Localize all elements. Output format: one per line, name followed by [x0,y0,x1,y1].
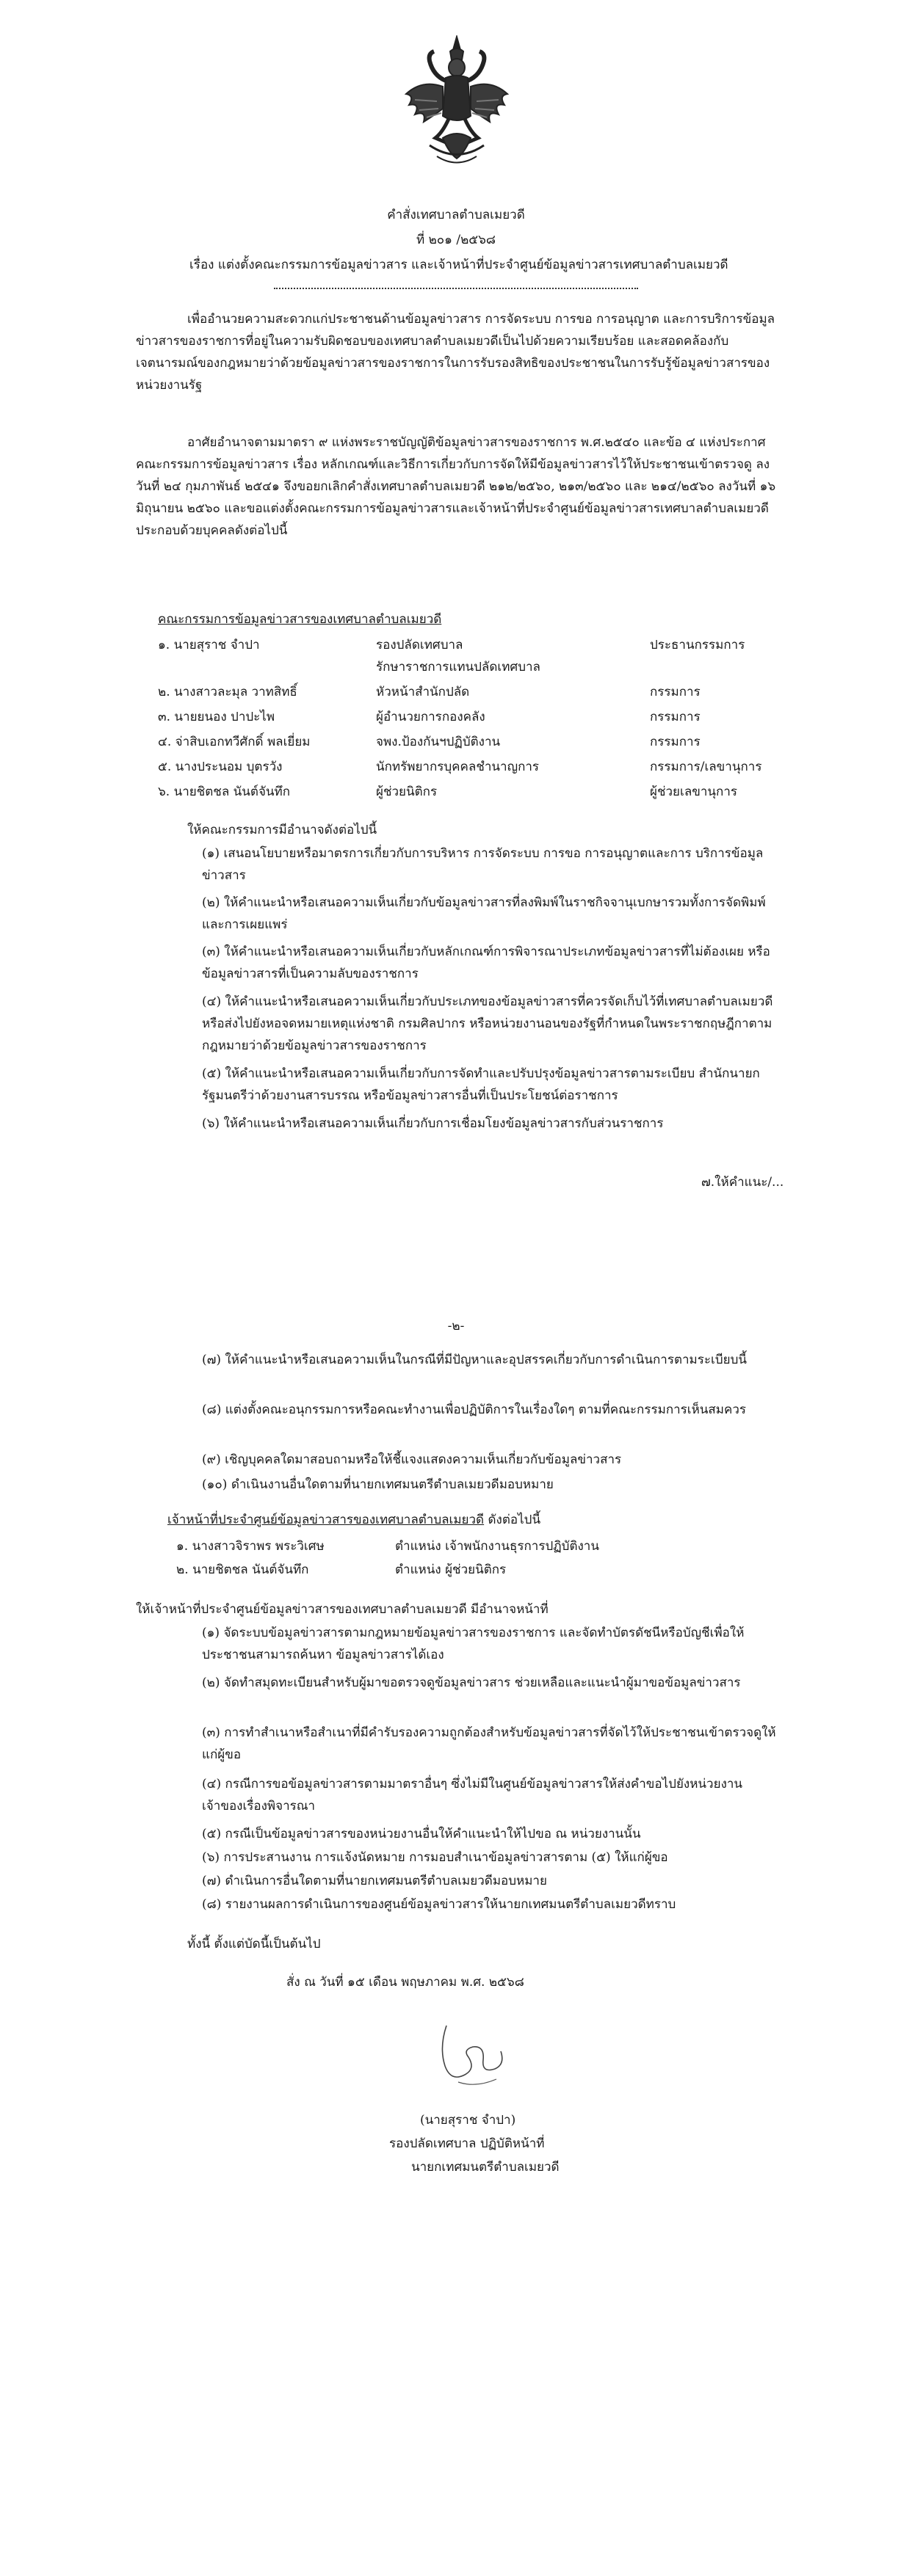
duty-text: (๑) เสนอนโยบายหรือมาตรการเกี่ยวกับการบริหาร การจัดระบบ การขอ การอนุญาตและการ บริการข้อมูลข่าวสาร [202,846,764,883]
duty-item [136,991,782,1057]
committee-member-role: กรรมการ [650,735,701,749]
signer-name: (นายสุราช จำปา) [420,2113,516,2128]
order-date: สั่ง ณ วันที่ ๑๕ เดือน พฤษภาคม พ.ศ. ๒๕๖๘ [286,1975,524,1990]
committee-member-position-extra: รักษาราชการแทนปลัดเทศบาล [376,660,540,674]
committee-member-role: กรรมการ/เลขานุการ [650,760,762,774]
duty-text: (๙) เชิญบุคคลใดมาสอบถามหรือให้ชี้แจงแสดงความเห็นเกี่ยวกับข้อมูลข่าวสาร [202,1452,622,1467]
committee-member-role: กรรมการ [650,710,701,724]
page-2 [0,1277,912,2576]
staff-duty-item [136,1870,782,1892]
staff-duty-item [136,1823,782,1845]
preamble-paragraph [136,308,782,396]
signature-icon [424,2015,520,2095]
staff-duty-item [136,1722,782,1766]
duty-item [136,1063,782,1107]
duty-item [136,1399,782,1421]
divider [274,288,638,289]
signer-title-1: รองปลัดเทศบาล ปฏิบัติหน้าที่ [389,2136,545,2151]
paragraph-1: เพื่ออำนวยความสะดวกแก่ประชาชนด้านข้อมูลข่าวสาร การจัดระบบ การขอ การอนุญาต และการบริการข้อมูลข่าวสารของราชการที่อยู่ในความรับผิดชอบของเทศบาลตำบลเมยวดีเป็นไปด้วยความเรียบร้อย และสอดคล้องกับเจตนารมณ์ของกฎหมายว่าด้วยข้อมูลข่าวสารของราชการในการรับรองสิทธิของประชาชนในการรับรู้ข้อมูลข่าวสารของหน่วยงานรัฐ [136,312,775,393]
duty-item [136,843,782,887]
staff-duty-text: (๒) จัดทำสมุดทะเบียนสำหรับผู้มาขอตรวจดูข้อมูลข่าวสาร ช่วยเหลือและแนะนำผู้มาขอข้อมูลข่าวสาร [202,1676,741,1690]
staff-duty-item [136,1622,782,1666]
continued-marker: ๗.ให้คำแนะ/... [701,1175,784,1190]
page-1 [0,0,912,1277]
duty-text: (๔) ให้คำแนะนำหรือเสนอความเห็นเกี่ยวกับประเภทของข้อมูลข่าวสารที่ควรจัดเก็บไว้ที่เทศบาลตำบลเมยวดี หรือส่งไปยังหอจดหมายเหตุแห่งชาติ กรมศิลปากร หรือหน่วยงานอนของรัฐที่กำหนดในพระราชกฤษฎีกาตามกฎหมายว่าด้วยข้อมูลข่าวสารของราชการ [202,994,773,1053]
duty-text: (๕) ให้คำแนะนำหรือเสนอความเห็นเกี่ยวกับการจัดทำและปรับปรุงข้อมูลข่าวสารตามระเบียบ สำนักนายกรัฐมนตรีว่าด้วยงานสารบรรณ หรือข้อมูลข่าวสารอื่นที่เป็นประโยชน์ต่อราชการ [202,1066,760,1103]
garuda-emblem-icon [400,35,514,171]
staff-duty-text: (๗) ดำเนินการอื่นใดตามที่นายกเทศมนตรีตำบลเมยวดีมอบหมาย [202,1874,547,1888]
staff-name: ๑. นางสาวจิราพร พระวิเศษ [176,1539,325,1554]
committee-member-role: กรรมการ [650,685,701,699]
staff-heading-line [167,1512,540,1528]
committee-member-name: ๖. นายชิตชล นันต์จันทึก [158,785,291,799]
staff-heading: เจ้าหน้าที่ประจำศูนย์ข้อมูลข่าวสารของเทศบาลตำบลเมยวดี [167,1513,485,1527]
staff-duty-item [136,1893,782,1915]
staff-duty-text: (๓) การทำสำเนาหรือสำเนาที่มีคำรับรองความถูกต้องสำหรับข้อมูลข่าวสารที่จัดไว้ให้ประชาชนเข้าตรวจดูให้แก่ผู้ขอ [202,1725,776,1762]
staff-duties-intro: ให้เจ้าหน้าที่ประจำศูนย์ข้อมูลข่าวสารของเทศบาลตำบลเมยวดี มีอำนาจหน้าที่ [136,1602,549,1617]
staff-duty-text: (๑) จัดระบบข้อมูลข่าวสารตามกฎหมายข้อมูลข่าวสารของราชการ และจัดทำบัตรดัชนีหรือบัญชีเพื่อให้ประชาชนสามารถค้นหา ข้อมูลข่าวสารได้เอง [202,1626,745,1662]
document-title: คำสั่งเทศบาลตำบลเมยวดี [387,208,525,222]
duty-text: (๓) ให้คำแนะนำหรือเสนอความเห็นเกี่ยวกับหลักเกณฑ์การพิจารณาประเภทข้อมูลข่าวสารที่ไม่ต้องเผย หรือข้อมูลข่าวสารที่เป็นความลับของราชการ [202,945,770,981]
committee-member-role: ผู้ช่วยเลขานุการ [650,785,737,799]
duty-item [136,941,782,985]
committee-member-position: หัวหน้าสำนักปลัด [376,685,470,699]
committee-member-name: ๓. นายยนอง ปาปะไพ [158,710,275,724]
staff-duty-text: (๕) กรณีเป็นข้อมูลข่าวสารของหน่วยงานอื่นให้คำแนะนำให้ไปขอ ณ หน่วยงานนั้น [202,1827,641,1841]
staff-name: ๒. นายชิตชล นันต์จันทึก [176,1562,309,1577]
committee-member-position: รองปลัดเทศบาล [376,638,463,652]
duty-text: (๒) ให้คำแนะนำหรือเสนอความเห็นเกี่ยวกับข้อมูลข่าวสารที่ลงพิมพ์ในราชกิจจานุเบกษารวมทั้งการจัดพิมพ์และการเผยแพร่ [202,895,766,932]
staff-duty-text: (๖) การประสานงาน การแจ้งนัดหมาย การมอบสำเนาข้อมูลข่าวสารตาม (๕) ให้แก่ผู้ขอ [202,1850,668,1865]
page-number: -๒- [447,1319,465,1334]
committee-member-position: จพง.ป้องกันฯปฏิบัติงาน [376,735,501,749]
staff-duty-text: (๔) กรณีการขอข้อมูลข่าวสารตามมาตราอื่นๆ ซึ่งไม่มีในศูนย์ข้อมูลข่าวสารให้ส่งคำขอไปยังหน่วยงานเจ้าของเรื่องพิจารณา [202,1777,743,1813]
staff-position: ตำแหน่ง เจ้าพนักงานธุรการปฏิบัติงาน [395,1539,599,1554]
committee-heading: คณะกรรมการข้อมูลข่าวสารของเทศบาลตำบลเมยวดี [158,612,442,627]
duty-item [136,1474,782,1496]
committee-member-role: ประธานกรรมการ [650,638,745,652]
staff-heading-suffix: ดังต่อไปนี้ [484,1513,541,1527]
staff-position: ตำแหน่ง ผู้ช่วยนิติกร [395,1562,507,1577]
staff-duty-item [136,1847,782,1869]
duty-text: (๘) แต่งตั้งคณะอนุกรรมการหรือคณะทำงานเพื่อปฏิบัติการในเรื่องใดๆ ตามที่คณะกรรมการเห็นสมควร [202,1402,747,1417]
staff-duty-text: (๘) รายงานผลการดำเนินการของศูนย์ข้อมูลข่าวสารให้นายกเทศมนตรีตำบลเมยวดีทราบ [202,1897,676,1912]
document-number: ที่ ๒๐๑ /๒๕๖๘ [416,233,496,247]
duty-item [136,892,782,936]
duties-intro: ให้คณะกรรมการมีอำนาจดังต่อไปนี้ [187,823,377,837]
committee-member-name: ๕. นางประนอม บุตรวัง [158,760,283,774]
duty-item [136,1113,782,1135]
duty-text: (๗) ให้คำแนะนำหรือเสนอความเห็นในกรณีที่มีปัญหาและอุปสรรคเกี่ยวกับการดำเนินการตามระเบียบนี้ [202,1353,747,1367]
signer-title-2: นายกเทศมนตรีตำบลเมยวดี [411,2160,560,2175]
staff-duty-item [136,1773,782,1817]
authority-paragraph [136,432,782,542]
effective-clause: ทั้งนี้ ตั้งแต่บัดนี้เป็นต้นไป [187,1937,321,1951]
committee-member-name: ๒. นางสาวละมุล วาทสิทธิ์ [158,685,297,699]
committee-member-position: ผู้ช่วยนิติกร [376,785,438,799]
duty-item [136,1349,782,1371]
paragraph-2: อาศัยอำนาจตามมาตรา ๙ แห่งพระราชบัญญัติข้อมูลข่าวสารของราชการ พ.ศ.๒๕๔๐ และข้อ ๔ แห่งประกาศคณะกรรมการข้อมูลข่าวสาร เรื่อง หลักเกณฑ์และวิธีการเกี่ยวกับการจัดให้มีข้อมูลข่าวสารไว้ให้ประชาชนเข้าตรวจดู ลงวันที่ ๒๔ กุมภาพันธ์ ๒๕๔๑ จึงขอยกเลิกคำสั่งเทศบาลตำบลเมยวดี ๒๑๒/๒๕๖๐, ๒๑๓/๒๕๖๐ และ ๒๑๔/๒๕๖๐ ลงวันที่ ๑๖ มิถุนายน ๒๕๖๐ และขอแต่งตั้งคณะกรรมการข้อมูลข่าวสารและเจ้าหน้าที่ประจำศูนย์ข้อมูลข่าวสารเทศบาลตำบลเมยวดี ประกอบด้วยบุคคลดังต่อไปนี้ [136,435,776,538]
duty-item [136,1449,782,1471]
committee-member-name: ๔. จ่าสิบเอกทวีศักดิ์ พลเยี่ยม [158,735,311,749]
duty-text: (๑๐) ดำเนินงานอื่นใดตามที่นายกเทศมนตรีตำบลเมยวดีมอบหมาย [202,1477,554,1492]
committee-member-name: ๑. นายสุราช จำปา [158,638,260,652]
committee-member-position: นักทรัพยากรบุคคลชำนาญการ [376,760,540,774]
committee-member-position: ผู้อำนวยการกองคลัง [376,710,485,724]
duty-text: (๖) ให้คำแนะนำหรือเสนอความเห็นเกี่ยวกับการเชื่อมโยงข้อมูลข่าวสารกับส่วนราชการ [202,1116,664,1131]
document-subject: เรื่อง แต่งตั้งคณะกรรมการข้อมูลข่าวสาร และเจ้าหน้าที่ประจำศูนย์ข้อมูลข่าวสารเทศบาลตำบลเมยวดี [189,258,728,272]
staff-duty-item [136,1672,782,1694]
